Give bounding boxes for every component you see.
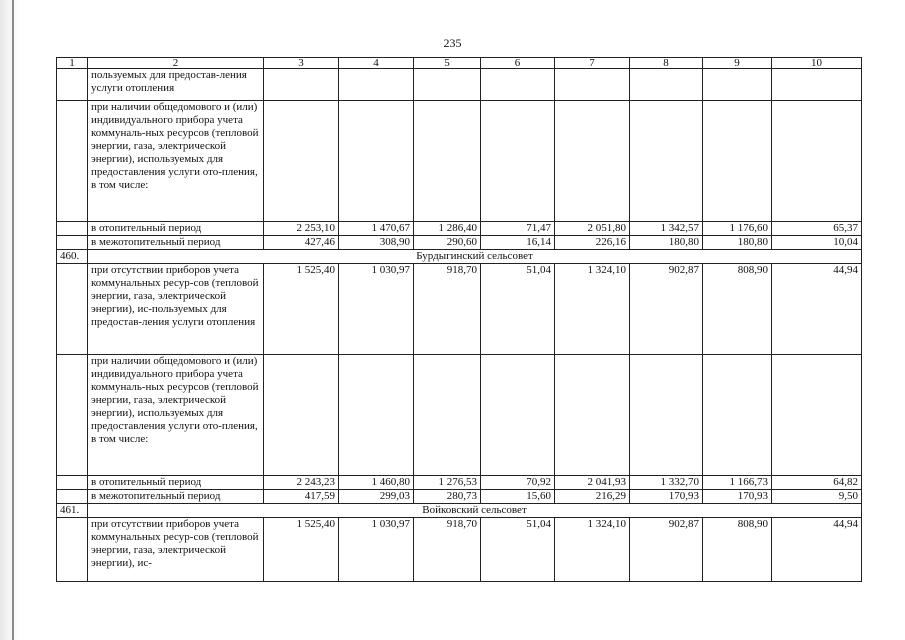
scan-edge-shadow (0, 0, 20, 640)
row-description: при наличии общедомового и (или) индивидуального прибора учета коммуналь-ных ресурсов (тепловой энергии, газа, электрической энергии), используемых для предоставления услуги ото-пления, в том числе: (88, 101, 264, 222)
page-number: 235 (443, 36, 462, 50)
value-cell (414, 69, 481, 101)
value-cell (481, 69, 555, 101)
row-description: в межотопительный период (88, 490, 264, 504)
header-cell: 10 (772, 58, 862, 69)
row-number-cell (57, 264, 88, 355)
value-cell: 70,92 (481, 476, 555, 490)
header-cell: 4 (339, 58, 414, 69)
value-cell: 44,94 (772, 518, 862, 582)
value-cell (772, 69, 862, 101)
value-cell: 226,16 (555, 236, 630, 250)
value-cell: 1 286,40 (414, 222, 481, 236)
value-cell: 71,47 (481, 222, 555, 236)
value-cell: 1 166,73 (703, 476, 772, 490)
value-cell: 44,94 (772, 264, 862, 355)
header-cell: 2 (88, 58, 264, 69)
row-description: в межотопительный период (88, 236, 264, 250)
value-cell (339, 355, 414, 476)
value-cell (264, 101, 339, 222)
value-cell: 1 332,70 (630, 476, 703, 490)
value-cell: 1 276,53 (414, 476, 481, 490)
value-cell: 2 253,10 (264, 222, 339, 236)
value-cell: 15,60 (481, 490, 555, 504)
tariff-table (56, 57, 862, 582)
value-cell: 1 470,67 (339, 222, 414, 236)
value-cell: 1 525,40 (264, 518, 339, 582)
value-cell: 918,70 (414, 518, 481, 582)
header-row (57, 58, 862, 69)
table-row (57, 476, 862, 490)
value-cell: 427,46 (264, 236, 339, 250)
value-cell: 2 243,23 (264, 476, 339, 490)
value-cell (414, 355, 481, 476)
value-cell: 170,93 (630, 490, 703, 504)
value-cell (772, 101, 862, 222)
header-cell: 1 (57, 58, 88, 69)
value-cell: 1 460,80 (339, 476, 414, 490)
scan-binding-line (12, 0, 14, 640)
table-row (57, 518, 862, 582)
section-title: Войковский сельсовет (88, 504, 862, 518)
value-cell: 216,29 (555, 490, 630, 504)
value-cell: 299,03 (339, 490, 414, 504)
section-number: 460. (57, 250, 88, 264)
value-cell: 180,80 (703, 236, 772, 250)
value-cell: 16,14 (481, 236, 555, 250)
value-cell (555, 101, 630, 222)
row-number-cell (57, 355, 88, 476)
header-cell: 3 (264, 58, 339, 69)
value-cell: 902,87 (630, 264, 703, 355)
value-cell: 1 324,10 (555, 264, 630, 355)
row-number-cell (57, 236, 88, 250)
table-row (57, 355, 862, 476)
value-cell (555, 355, 630, 476)
value-cell: 1 030,97 (339, 264, 414, 355)
value-cell (339, 101, 414, 222)
value-cell: 280,73 (414, 490, 481, 504)
header-cell: 6 (481, 58, 555, 69)
header-cell: 5 (414, 58, 481, 69)
value-cell: 2 051,80 (555, 222, 630, 236)
table-row (57, 236, 862, 250)
value-cell: 65,37 (772, 222, 862, 236)
value-cell (555, 69, 630, 101)
row-description: при отсутствии приборов учета коммунальных ресур-сов (тепловой энергии, газа, электрической энергии), ис- (88, 518, 264, 582)
value-cell: 64,82 (772, 476, 862, 490)
row-number-cell (57, 518, 88, 582)
value-cell: 808,90 (703, 518, 772, 582)
section-number: 461. (57, 504, 88, 518)
value-cell (772, 355, 862, 476)
row-description: при наличии общедомового и (или) индивидуального прибора учета коммуналь-ных ресурсов (тепловой энергии, газа, электрической энергии), используемых для предоставления услуги ото-пления, в том числе: (88, 355, 264, 476)
value-cell: 2 041,93 (555, 476, 630, 490)
value-cell: 308,90 (339, 236, 414, 250)
value-cell (630, 101, 703, 222)
row-description: в отопительный период (88, 222, 264, 236)
value-cell (630, 69, 703, 101)
row-number-cell (57, 222, 88, 236)
value-cell (264, 69, 339, 101)
value-cell (481, 355, 555, 476)
value-cell: 1 324,10 (555, 518, 630, 582)
table-row (57, 222, 862, 236)
value-cell (703, 101, 772, 222)
row-number-cell (57, 69, 88, 101)
row-number-cell (57, 490, 88, 504)
section-row (57, 250, 862, 264)
value-cell: 808,90 (703, 264, 772, 355)
value-cell: 1 525,40 (264, 264, 339, 355)
value-cell (414, 101, 481, 222)
value-cell: 1 030,97 (339, 518, 414, 582)
value-cell (703, 69, 772, 101)
value-cell (339, 69, 414, 101)
value-cell (630, 355, 703, 476)
value-cell: 10,04 (772, 236, 862, 250)
value-cell: 51,04 (481, 518, 555, 582)
section-row (57, 504, 862, 518)
row-number-cell (57, 476, 88, 490)
value-cell: 1 342,57 (630, 222, 703, 236)
value-cell: 290,60 (414, 236, 481, 250)
value-cell: 9,50 (772, 490, 862, 504)
value-cell: 180,80 (630, 236, 703, 250)
row-description: при отсутствии приборов учета коммунальных ресур-сов (тепловой энергии, газа, электрической энергии), ис-пользуемых для предостав-ления услуги отопления (88, 264, 264, 355)
row-number-cell (57, 101, 88, 222)
header-cell: 7 (555, 58, 630, 69)
value-cell (264, 355, 339, 476)
row-description: в отопительный период (88, 476, 264, 490)
table-row (57, 264, 862, 355)
table-row (57, 490, 862, 504)
value-cell: 918,70 (414, 264, 481, 355)
value-cell (481, 101, 555, 222)
value-cell: 417,59 (264, 490, 339, 504)
value-cell (703, 355, 772, 476)
section-title: Бурдыгинский сельсовет (88, 250, 862, 264)
header-cell: 9 (703, 58, 772, 69)
value-cell: 170,93 (703, 490, 772, 504)
value-cell: 902,87 (630, 518, 703, 582)
header-cell: 8 (630, 58, 703, 69)
table-row (57, 69, 862, 101)
row-description: пользуемых для предостав-ления услуги отопления (88, 69, 264, 101)
table-row (57, 101, 862, 222)
value-cell: 51,04 (481, 264, 555, 355)
value-cell: 1 176,60 (703, 222, 772, 236)
